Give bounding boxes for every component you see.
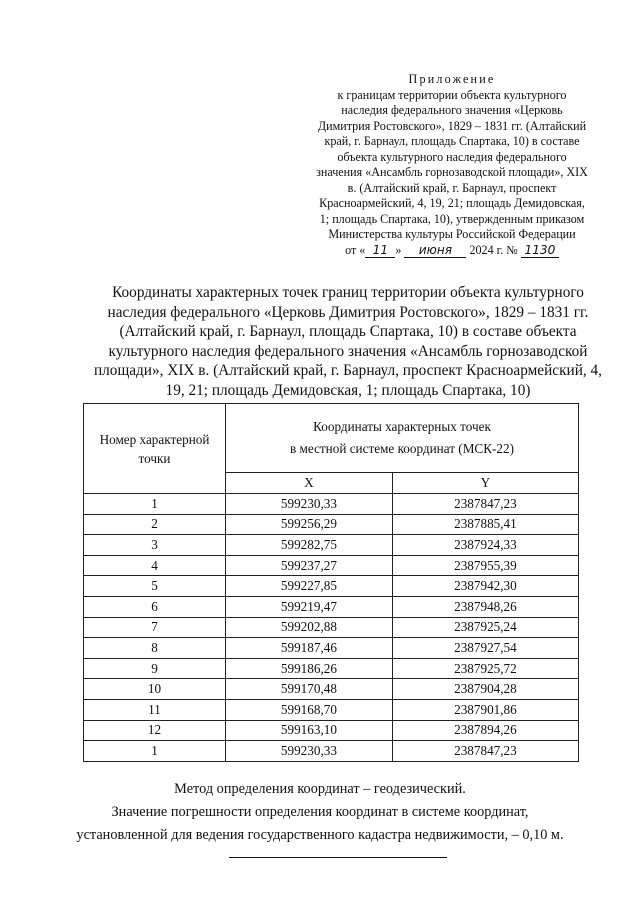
table-row <box>84 576 579 597</box>
x-value: 599282,75 <box>226 535 393 556</box>
col-coords-header <box>226 404 579 473</box>
x-value: 599237,27 <box>226 555 393 576</box>
document-title: Координаты характерных точек границ территории объекта культурного наследия федерального «Церковь Димитрия Ростовского», 1829 – 1831 гг. (Алтайский край, г. Барнаул, площадь Спартака, 10) в составе объекта культурного наследия федерального значения «Ансамбль горнозаводской площади», XIX в. (Алтайский край, г. Барнаул, проспект Красноармейский, 4, 19, 21; площадь Демидовская, 1; площадь Спартака, 10) <box>93 284 603 399</box>
y-value: 2387942,30 <box>392 576 578 597</box>
y-value: 2387847,23 <box>392 741 578 762</box>
col-x-header: X <box>226 473 393 494</box>
point-number: 8 <box>84 638 226 659</box>
point-number: 12 <box>84 720 226 741</box>
table-row <box>84 617 579 638</box>
point-number: 2 <box>84 514 226 535</box>
table-row <box>84 741 579 762</box>
x-value: 599230,33 <box>226 494 393 515</box>
point-number: 5 <box>84 576 226 597</box>
table-row <box>84 555 579 576</box>
x-value: 599163,10 <box>226 720 393 741</box>
point-number: 4 <box>84 555 226 576</box>
order-month: июня <box>404 244 466 258</box>
table-row <box>84 658 579 679</box>
y-value: 2387901,86 <box>392 699 578 720</box>
order-year: 2024 г. № <box>469 242 518 257</box>
point-number: 6 <box>84 596 226 617</box>
point-number: 1 <box>84 741 226 762</box>
table-row <box>84 679 579 700</box>
y-value: 2387925,24 <box>392 617 578 638</box>
y-value: 2387904,28 <box>392 679 578 700</box>
table-row <box>84 699 579 720</box>
y-value: 2387885,41 <box>392 514 578 535</box>
appendix-heading: Приложение <box>408 72 496 86</box>
y-value: 2387927,54 <box>392 638 578 659</box>
accuracy-note-line1: Значение погрешности определения координат в системе координат, <box>111 804 529 820</box>
x-value: 599227,85 <box>226 576 393 597</box>
order-number: 1130 <box>521 244 559 258</box>
point-number: 9 <box>84 658 226 679</box>
col-coords-line2: в местной системе координат (МСК-22) <box>290 441 514 456</box>
footer-notes <box>40 778 600 847</box>
x-value: 599170,48 <box>226 679 393 700</box>
table-row <box>84 514 579 535</box>
table-row <box>84 596 579 617</box>
x-value: 599219,47 <box>226 596 393 617</box>
x-value: 599256,29 <box>226 514 393 535</box>
point-number: 7 <box>84 617 226 638</box>
table-row <box>84 494 579 515</box>
col-point-header: Номер характерной точки <box>84 404 226 494</box>
y-value: 2387924,33 <box>392 535 578 556</box>
appendix-body: к границам территории объекта культурного наследия федерального значения «Церковь Димитрия Ростовского», 1829 – 1831 гг. (Алтайский край, г. Барнаул, площадь Спартака, 10) в составе объекта культурного наследия федерального значения «Ансамбль горнозаводской площади», XIX в. (Алтайский край, г. Барнаул, проспект Красноармейский, 4, 19, 21; площадь Демидовская, 1; площадь Спартака, 10), утвержденным приказом Министерства культуры Российской Федерации <box>316 87 588 241</box>
x-value: 599187,46 <box>226 638 393 659</box>
table-row <box>84 720 579 741</box>
x-value: 599230,33 <box>226 741 393 762</box>
y-value: 2387925,72 <box>392 658 578 679</box>
bottom-divider <box>229 857 447 858</box>
col-y-header: Y <box>392 473 578 494</box>
appendix-header <box>314 72 590 258</box>
point-number: 10 <box>84 679 226 700</box>
x-value: 599202,88 <box>226 617 393 638</box>
col-coords-line1: Координаты характерных точек <box>313 419 491 434</box>
point-number: 3 <box>84 535 226 556</box>
table-row <box>84 638 579 659</box>
quote-close: » <box>395 242 402 257</box>
x-value: 599168,70 <box>226 699 393 720</box>
accuracy-note-line2: установленной для ведения государственного кадастра недвижимости, – 0,10 м. <box>76 827 564 843</box>
order-day: 11 <box>365 244 395 258</box>
table-row <box>84 535 579 556</box>
point-number: 1 <box>84 494 226 515</box>
method-note: Метод определения координат – геодезический. <box>174 781 466 797</box>
y-value: 2387847,23 <box>392 494 578 515</box>
coordinates-body <box>84 494 579 762</box>
y-value: 2387894,26 <box>392 720 578 741</box>
coordinates-table <box>83 403 579 762</box>
point-number: 11 <box>84 699 226 720</box>
x-value: 599186,26 <box>226 658 393 679</box>
order-prefix: от « <box>345 242 366 257</box>
y-value: 2387948,26 <box>392 596 578 617</box>
order-date-line <box>314 243 590 259</box>
y-value: 2387955,39 <box>392 555 578 576</box>
